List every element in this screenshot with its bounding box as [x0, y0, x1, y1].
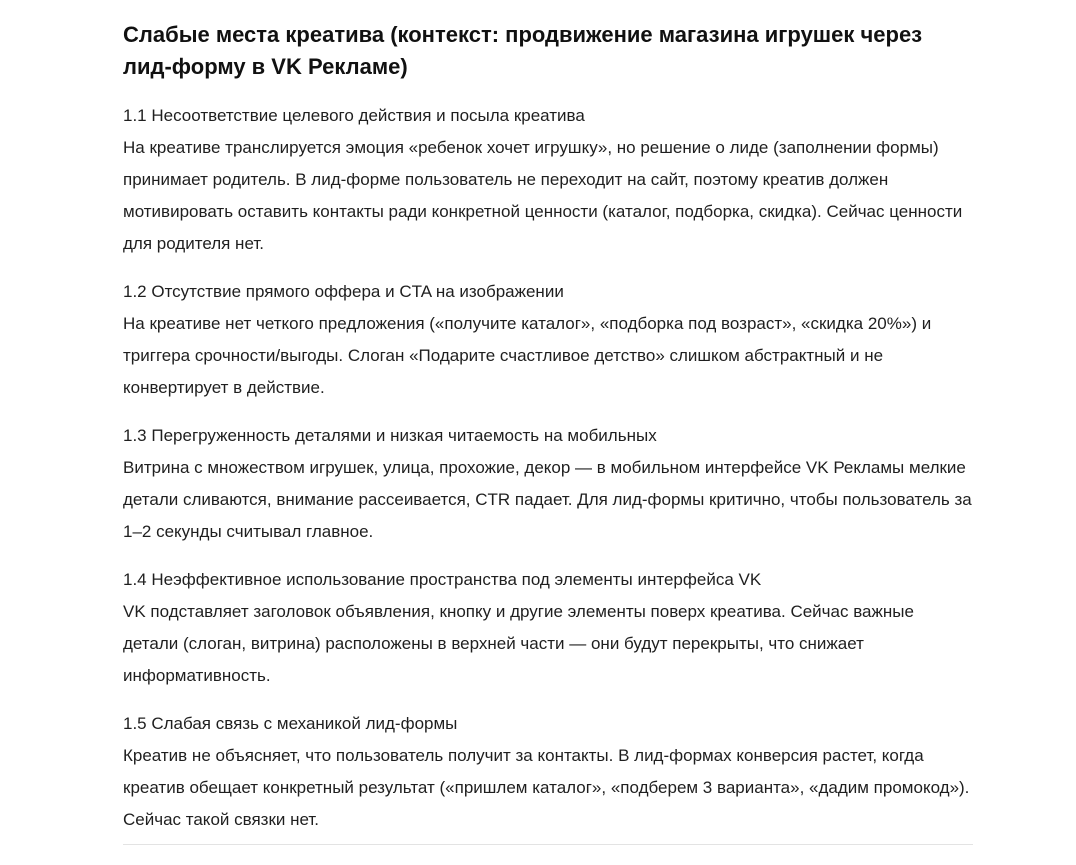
section-text: На креативе транслируется эмоция «ребенок хочет игрушку», но решение о лиде (заполнении формы) принимает родитель. В лид-форме пользователь не переходит на сайт, поэтому креатив должен мотивировать оставить контакты ради конкретной ценности (каталог, подборка, скидка). Сейчас ценности для родителя нет. — [123, 138, 963, 253]
section-text: Креатив не объясняет, что пользователь получит за контакты. В лид-формах конверсия растет, когда креатив обещает конкретный результат («пришлем каталог», «подберем 3 варианта», «дадим промокод»). Сейчас такой связки нет. — [123, 746, 970, 829]
document-content — [123, 0, 973, 836]
section-1-3 — [123, 420, 973, 548]
section-1-1 — [123, 100, 973, 260]
section-text: На креативе нет четкого предложения («получите каталог», «подборка под возраст», «скидка 20%») и триггера срочности/выгоды. Слоган «Подарите счастливое детство» слишком абстрактный и не конвертирует в действие. — [123, 314, 932, 397]
section-1-4 — [123, 564, 973, 692]
section-heading: 1.1 Несоответствие целевого действия и посыла креатива — [123, 106, 585, 125]
section-text: Витрина с множеством игрушек, улица, прохожие, декор — в мобильном интерфейсе VK Рекламы мелкие детали сливаются, внимание рассеивается, CTR падает. Для лид-формы критично, чтобы пользователь за 1–2 секунды считывал главное. — [123, 458, 972, 541]
section-1-2 — [123, 276, 973, 404]
bottom-divider — [123, 844, 973, 845]
section-heading: 1.3 Перегруженность деталями и низкая читаемость на мобильных — [123, 426, 657, 445]
page-title: Слабые места креатива (контекст: продвижение магазина игрушек через лид-форму в VK Рекламе) — [123, 22, 923, 79]
section-1-5 — [123, 708, 973, 836]
section-heading: 1.5 Слабая связь с механикой лид-формы — [123, 714, 458, 733]
section-text: VK подставляет заголовок объявления, кнопку и другие элементы поверх креатива. Сейчас важные детали (слоган, витрина) расположены в верхней части — они будут перекрыты, что снижает информативность. — [123, 602, 914, 685]
section-heading: 1.2 Отсутствие прямого оффера и CTA на изображении — [123, 282, 564, 301]
section-heading: 1.4 Неэффективное использование пространства под элементы интерфейса VK — [123, 570, 762, 589]
